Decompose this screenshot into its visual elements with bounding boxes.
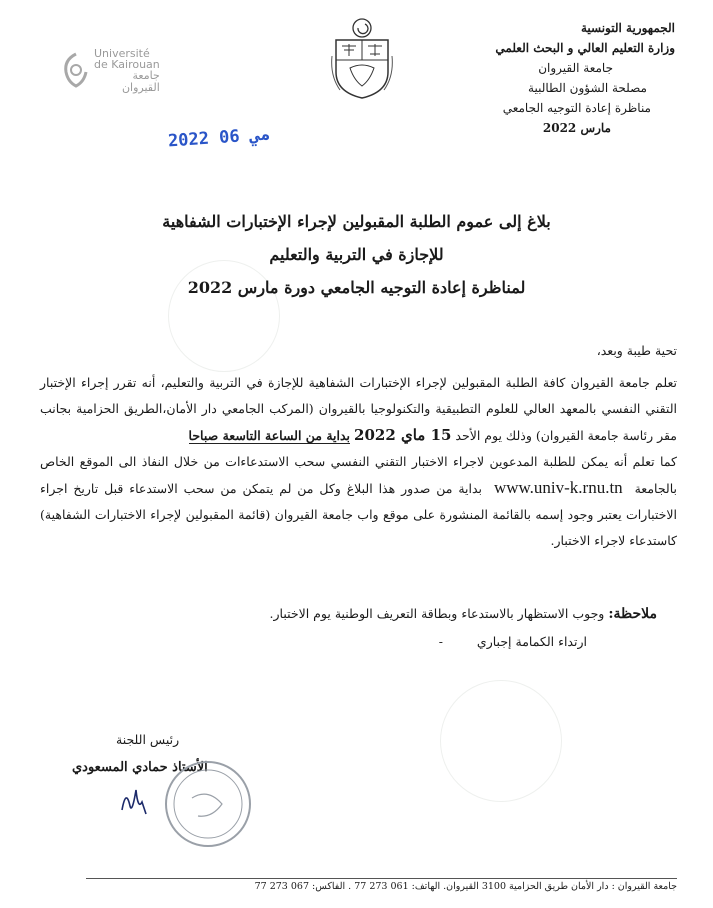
header-date: مارس 2022	[542, 121, 611, 135]
exam-time: بداية من الساعة التاسعة صباحا	[188, 428, 351, 443]
note-item-2-dash: -	[438, 634, 443, 649]
official-round-stamp-icon	[162, 758, 254, 850]
note-item-1	[270, 600, 658, 628]
received-date-stamp: 2022 مي 06	[167, 124, 271, 152]
university-logo-icon	[62, 52, 90, 90]
note-label: ملاحظة:	[608, 606, 657, 622]
footer-divider	[86, 878, 677, 879]
header-service: مصلحة الشؤون الطالبية	[528, 81, 647, 95]
signature-name: الأستاذ حمادي المسعودي	[72, 760, 208, 775]
exam-date: 15 ماي 2022	[354, 426, 452, 444]
note-item-2-text: ارتداء الكمامة إجباري	[476, 634, 587, 649]
university-logo	[62, 46, 162, 96]
announcement-body	[40, 370, 677, 554]
footer-address: جامعة القيروان : دار الأمان طريق الحزامية 3100 القيروان. الهاتف: 061 273 77 . الفاكس: 067 273 77	[254, 881, 677, 892]
paragraph-2	[40, 449, 677, 554]
header-contest: مناظرة إعادة التوجيه الجامعي	[502, 101, 651, 115]
note-item-1-text: وجوب الاستظهار بالاستدعاء وبطاقة التعريف الوطنية يوم الاختبار.	[269, 606, 605, 621]
paragraph-1-text: تعلم جامعة القيروان كافة الطلبة المقبولين لإجراء الإختبارات الشفاهية للإجازة في التربية والتعليم، أنه تقرر إجراء الإختبار التقني النفسي بالمعهد العالي للعلوم التطبيقية والتكنولوجيا بالقيروان (المركب الجامعي دار الأمان،الطريق الحزامية بجانب مقر رئاسة جامعة القيروان) وذلك يوم الأحد	[40, 375, 677, 443]
note-item-2	[270, 628, 658, 656]
logo-latin-line2: de Kairouan	[94, 58, 160, 71]
tunisia-emblem-icon	[330, 16, 394, 100]
paragraph-2-text-b: بداية من صدور هذا البلاغ وكل من لم يتمكن من سحب الاستدعاء قبل تاريخ اجراء الاختبارات يعتبر وجود إسمه بالقائمة المنشورة على موقع واب جامعة القيروان (قائمة المقبولين لإجراء الاختبارات الشفاهية) كاستدعاء لاجراء الاختبار.	[40, 481, 677, 548]
watermark-circle	[440, 680, 562, 802]
greeting: تحية طيبة وبعد،	[596, 343, 677, 358]
header-republic: الجمهورية التونسية	[580, 21, 675, 35]
paragraph-1	[40, 370, 677, 449]
paragraph-2-text-a: كما تعلم أنه يمكن للطلبة المدعوين لاجراء الاختبار التقني النفسي سحب الاستدعاءات من خلال النفاذ الى الموقع الخاص بالجامعة	[40, 454, 677, 496]
logo-latin-line1: Université	[94, 47, 150, 60]
document-title	[80, 205, 633, 304]
logo-arabic-line1: جامعة	[132, 69, 160, 82]
title-line-3: لمناظرة إعادة التوجيه الجامعي دورة مارس 2022	[187, 278, 526, 297]
header-university: جامعة القيروان	[538, 61, 613, 75]
title-line-2: للإجازة في التربية والتعليم	[269, 245, 444, 264]
title-line-1: بلاغ إلى عموم الطلبة المقبولين لإجراء الإختبارات الشفاهية	[162, 212, 551, 231]
logo-arabic-line2: القيروان	[121, 81, 160, 94]
header-ministry-block	[445, 18, 675, 138]
signature-title: رئيس اللجنة	[116, 732, 180, 747]
university-website-link[interactable]: www.univ-k.rnu.tn	[493, 478, 623, 497]
note-block	[270, 600, 658, 656]
header-ministry: وزارة التعليم العالي و البحث العلمي	[495, 41, 675, 55]
